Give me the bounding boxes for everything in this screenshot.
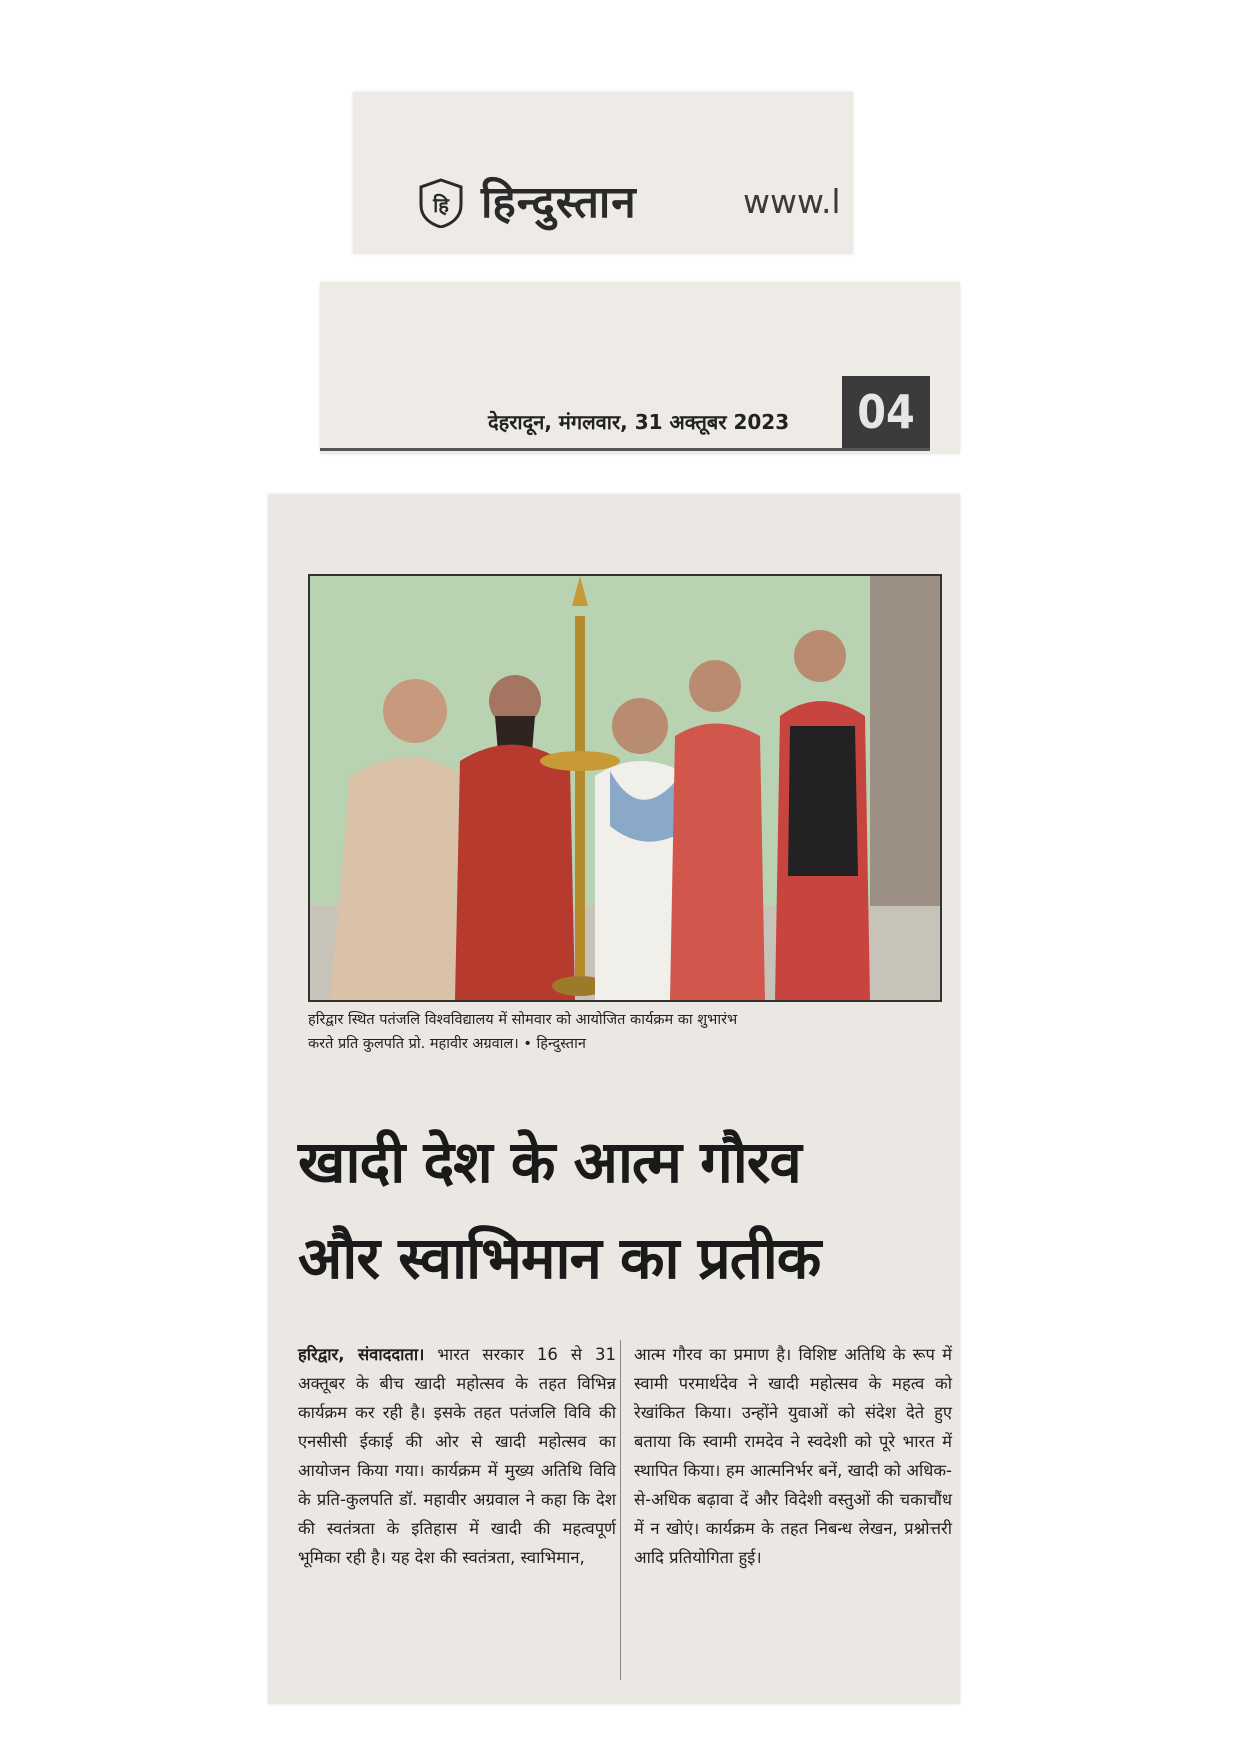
article-headline [298, 1114, 948, 1306]
article-column-2 [634, 1340, 952, 1572]
caption-line-2-text: करते प्रति कुलपति प्रो. महावीर अग्रवाल। [308, 1036, 519, 1052]
article-dateline: हरिद्वार, संवाददाता। [298, 1345, 425, 1364]
masthead-clipping [353, 92, 853, 254]
article-clipping [268, 494, 960, 1704]
caption-credit: • हिन्दुस्तान [523, 1036, 586, 1052]
newspaper-brand-name: हिन्दुस्तान [481, 177, 637, 228]
dateline-rule [320, 448, 930, 451]
hindustan-logo-icon [418, 178, 464, 228]
article-column-1 [298, 1340, 616, 1572]
caption-line-2 [308, 1032, 948, 1056]
headline-line-1: खादी देश के आत्म गौरव [298, 1128, 801, 1196]
dateline-clipping [320, 282, 960, 454]
article-column-2-text: आत्म गौरव का प्रमाण है। विशिष्ट अतिथि के रूप में स्वामी परमार्थदेव ने खादी महोत्सव के महत्व को रेखांकित किया। उन्होंने युवाओं को संदेश देते हुए बताया कि स्वामी रामदेव ने स्वदेशी को पूरे भारत में स्थापित किया। हम आत्मनिर्भर बनें, खादी को अधिक-से-अधिक बढ़ावा दें और विदेशी वस्तुओं की चकाचौंध में न खोएं। कार्यक्रम के तहत निबन्ध लेखन, प्रश्नोत्तरी आदि प्रतियोगिता हुई। [634, 1345, 952, 1567]
column-divider [620, 1340, 621, 1680]
svg-text:हि: हि [433, 193, 449, 217]
caption-line-1: हरिद्वार स्थित पतंजलि विश्वविद्यालय में सोमवार को आयोजित कार्यक्रम का शुभारंभ [308, 1012, 738, 1028]
article-column-1-text: भारत सरकार 16 से 31 अक्तूबर के बीच खादी महोत्सव के तहत विभिन्न कार्यक्रम कर रही है। इसके तहत पतंजलि विवि की एनसीसी ईकाई की ओर से खादी महोत्सव का आयोजन किया गया। कार्यक्रम में मुख्य अतिथि विवि के प्रति-कुलपति डॉ. महावीर अग्रवाल ने कहा कि देश की स्वतंत्रता के इतिहास में खादी की महत्वपूर्ण भूमिका रही है। यह देश की स्वतंत्रता, स्वाभिमान, [298, 1345, 617, 1567]
lamp-lighting-photo-illustration [310, 576, 940, 1000]
newspaper-url-fragment: www.l [743, 182, 841, 221]
edition-date: देहरादून, मंगलवार, 31 अक्तूबर 2023 [488, 410, 790, 434]
photo-caption [308, 1008, 948, 1056]
page-number-badge: 04 [842, 376, 930, 448]
headline-line-2: और स्वाभिमान का प्रतीक [298, 1224, 821, 1292]
event-photo [308, 574, 942, 1002]
